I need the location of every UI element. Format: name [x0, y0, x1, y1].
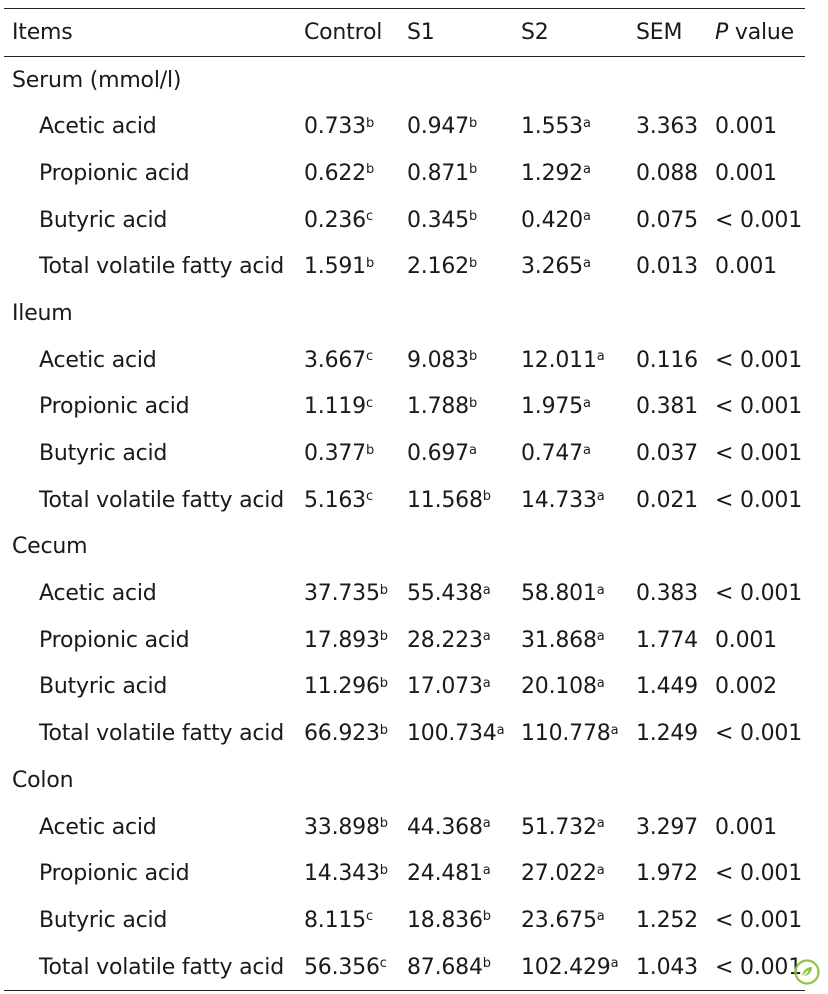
- s1-value: 17.073 $^a$: [407, 674, 491, 700]
- s2-value: 27.022 $^a$: [521, 861, 605, 887]
- p-value: < 0.001: [715, 954, 803, 980]
- sem-value: 0.013: [636, 254, 698, 280]
- s2-value: 110.778 $^a$: [521, 721, 619, 747]
- s1-number: 17.073: [407, 674, 483, 700]
- sem-value: 0.037: [636, 441, 698, 467]
- control-value: 5.163 $^c$: [304, 487, 373, 513]
- header-p-value: [715, 9, 794, 56]
- s2-value: 58.801 $^a$: [521, 581, 605, 607]
- s1-number: 55.438: [407, 581, 483, 607]
- header-sem: SEM: [636, 19, 683, 45]
- control-value: 56.356 $^c$: [304, 954, 387, 980]
- p-value: 0.001: [715, 114, 777, 140]
- control-value: 3.667 $^c$: [304, 347, 373, 373]
- p-value: < 0.001: [715, 721, 803, 747]
- control-number: 8.115: [304, 907, 366, 933]
- s2-number: 0.420: [521, 207, 583, 233]
- s2-number: 58.801: [521, 581, 597, 607]
- p-value: 0.002: [715, 674, 777, 700]
- control-value: 0.733 $^b$: [304, 114, 375, 140]
- s1-value: 11.568 $^b$: [407, 487, 491, 513]
- sem-value: 0.088: [636, 160, 698, 186]
- section-title: Colon: [12, 767, 74, 793]
- control-number: 14.343: [304, 861, 380, 887]
- control-number: 1.119: [304, 394, 366, 420]
- control-value: 14.343 $^b$: [304, 861, 388, 887]
- s1-number: 0.697: [407, 441, 469, 467]
- p-value: < 0.001: [715, 441, 803, 467]
- control-value: 37.735 $^b$: [304, 581, 388, 607]
- control-number: 0.733: [304, 114, 366, 140]
- item-name: Total volatile fatty acid: [39, 487, 284, 513]
- sem-value: 0.116: [636, 347, 698, 373]
- control-number: 5.163: [304, 487, 366, 513]
- s1-number: 2.162: [407, 254, 469, 280]
- table-row: [4, 944, 805, 991]
- p-value: < 0.001: [715, 907, 803, 933]
- s2-value: 20.108 $^a$: [521, 674, 605, 700]
- s1-value: 100.734 $^a$: [407, 721, 505, 747]
- section-title: Serum (mmol/l): [12, 67, 182, 93]
- item-name: Butyric acid: [39, 674, 168, 700]
- item-name: Acetic acid: [39, 347, 157, 373]
- header-control: Control: [304, 19, 383, 45]
- item-name: Butyric acid: [39, 907, 168, 933]
- s1-value: 0.947 $^b$: [407, 114, 478, 140]
- control-number: 3.667: [304, 347, 366, 373]
- table-row: [4, 337, 805, 384]
- table-row: [4, 477, 805, 524]
- s1-value: 9.083 $^b$: [407, 347, 478, 373]
- table-row: [4, 897, 805, 944]
- sem-value: 1.043: [636, 954, 698, 980]
- control-number: 17.893: [304, 627, 380, 653]
- item-name: Propionic acid: [39, 627, 190, 653]
- table-row: [4, 710, 805, 757]
- table-row: [4, 664, 805, 711]
- section-row: [4, 57, 805, 104]
- p-value: < 0.001: [715, 347, 803, 373]
- control-value: 1.591 $^b$: [304, 254, 375, 280]
- s1-number: 87.684: [407, 954, 483, 980]
- s2-value: 51.732 $^a$: [521, 814, 605, 840]
- s2-value: 31.868 $^a$: [521, 627, 605, 653]
- sem-value: 1.249: [636, 721, 698, 747]
- control-value: 0.236 $^c$: [304, 207, 373, 233]
- header-s2: S2: [521, 19, 549, 45]
- item-name: Butyric acid: [39, 441, 168, 467]
- s1-value: 0.345 $^b$: [407, 207, 478, 233]
- section-title: Cecum: [12, 534, 88, 560]
- control-value: 33.898 $^b$: [304, 814, 388, 840]
- s2-value: 14.733 $^a$: [521, 487, 605, 513]
- table-row: [4, 103, 805, 150]
- s1-value: 87.684 $^b$: [407, 954, 491, 980]
- table-row: [4, 850, 805, 897]
- item-name: Acetic acid: [39, 114, 157, 140]
- s1-number: 28.223: [407, 627, 483, 653]
- table-header-row: [4, 9, 805, 57]
- s1-number: 0.947: [407, 114, 469, 140]
- item-name: Acetic acid: [39, 814, 157, 840]
- s1-number: 9.083: [407, 347, 469, 373]
- s2-value: 12.011 $^a$: [521, 347, 605, 373]
- table-row: [4, 243, 805, 290]
- sem-value: 0.381: [636, 394, 698, 420]
- s1-number: 1.788: [407, 394, 469, 420]
- p-value: < 0.001: [715, 207, 803, 233]
- sem-value: 3.363: [636, 114, 698, 140]
- item-name: Total volatile fatty acid: [39, 254, 284, 280]
- s1-value: 44.368 $^a$: [407, 814, 491, 840]
- s2-value: 102.429 $^a$: [521, 954, 619, 980]
- s2-number: 27.022: [521, 861, 597, 887]
- control-number: 56.356: [304, 954, 380, 980]
- s2-number: 1.553: [521, 114, 583, 140]
- s2-value: 0.747 $^a$: [521, 441, 591, 467]
- control-value: 11.296 $^b$: [304, 674, 388, 700]
- control-number: 11.296: [304, 674, 380, 700]
- item-name: Butyric acid: [39, 207, 168, 233]
- control-number: 37.735: [304, 581, 380, 607]
- control-number: 0.622: [304, 160, 366, 186]
- s1-value: 2.162 $^b$: [407, 254, 478, 280]
- header-p-suffix: value: [728, 19, 794, 45]
- p-value: < 0.001: [715, 861, 803, 887]
- control-number: 1.591: [304, 254, 366, 280]
- s1-value: 28.223 $^a$: [407, 627, 491, 653]
- s1-number: 24.481: [407, 861, 483, 887]
- section-row: [4, 290, 805, 337]
- s2-number: 3.265: [521, 254, 583, 280]
- p-value: < 0.001: [715, 581, 803, 607]
- control-number: 0.377: [304, 441, 366, 467]
- control-value: 66.923 $^b$: [304, 721, 388, 747]
- sem-value: 0.383: [636, 581, 698, 607]
- p-value: 0.001: [715, 627, 777, 653]
- sem-value: 0.021: [636, 487, 698, 513]
- item-name: Total volatile fatty acid: [39, 721, 284, 747]
- table-row: [4, 570, 805, 617]
- s2-number: 1.975: [521, 394, 583, 420]
- s1-value: 0.697 $^a$: [407, 441, 477, 467]
- section-row: [4, 757, 805, 804]
- p-value: 0.001: [715, 814, 777, 840]
- table-body: [4, 57, 805, 991]
- s1-value: 24.481 $^a$: [407, 861, 491, 887]
- data-table: [4, 8, 805, 991]
- p-value: < 0.001: [715, 487, 803, 513]
- s1-number: 44.368: [407, 814, 483, 840]
- s2-number: 14.733: [521, 487, 597, 513]
- sem-value: 1.972: [636, 861, 698, 887]
- item-name: Propionic acid: [39, 394, 190, 420]
- table-row: [4, 430, 805, 477]
- s2-number: 51.732: [521, 814, 597, 840]
- header-s1: S1: [407, 19, 435, 45]
- s1-number: 100.734: [407, 721, 497, 747]
- p-value: 0.001: [715, 160, 777, 186]
- control-number: 66.923: [304, 721, 380, 747]
- item-name: Total volatile fatty acid: [39, 954, 284, 980]
- s2-number: 1.292: [521, 160, 583, 186]
- control-value: 1.119 $^c$: [304, 394, 373, 420]
- s2-number: 110.778: [521, 721, 611, 747]
- sem-value: 1.449: [636, 674, 698, 700]
- s2-value: 1.975 $^a$: [521, 394, 591, 420]
- item-name: Acetic acid: [39, 581, 157, 607]
- s2-number: 0.747: [521, 441, 583, 467]
- control-number: 0.236: [304, 207, 366, 233]
- p-value: < 0.001: [715, 394, 803, 420]
- s2-value: 23.675 $^a$: [521, 907, 605, 933]
- s2-value: 3.265 $^a$: [521, 254, 591, 280]
- sem-value: 0.075: [636, 207, 698, 233]
- s2-value: 1.553 $^a$: [521, 114, 591, 140]
- s1-value: 18.836 $^b$: [407, 907, 491, 933]
- s1-number: 0.871: [407, 160, 469, 186]
- control-number: 33.898: [304, 814, 380, 840]
- control-value: 17.893 $^b$: [304, 627, 388, 653]
- item-name: Propionic acid: [39, 160, 190, 186]
- s1-number: 18.836: [407, 907, 483, 933]
- s1-number: 11.568: [407, 487, 483, 513]
- header-items: Items: [12, 19, 73, 45]
- control-value: 0.622 $^b$: [304, 160, 375, 186]
- s2-value: 0.420 $^a$: [521, 207, 591, 233]
- table-row: [4, 804, 805, 851]
- table-row: [4, 197, 805, 244]
- header-p-letter: P: [715, 19, 729, 45]
- table-row: [4, 617, 805, 664]
- s1-value: 1.788 $^b$: [407, 394, 478, 420]
- s1-value: 0.871 $^b$: [407, 160, 478, 186]
- item-name: Propionic acid: [39, 861, 190, 887]
- s2-number: 23.675: [521, 907, 597, 933]
- table-row: [4, 384, 805, 431]
- p-value: 0.001: [715, 254, 777, 280]
- s2-number: 12.011: [521, 347, 597, 373]
- s2-number: 20.108: [521, 674, 597, 700]
- sem-value: 1.252: [636, 907, 698, 933]
- s2-number: 102.429: [521, 954, 611, 980]
- sem-value: 1.774: [636, 627, 698, 653]
- s2-number: 31.868: [521, 627, 597, 653]
- s1-value: 55.438 $^a$: [407, 581, 491, 607]
- section-row: [4, 524, 805, 571]
- section-title: Ileum: [12, 300, 73, 326]
- publisher-logo-icon: [794, 959, 820, 985]
- s2-value: 1.292 $^a$: [521, 160, 591, 186]
- s1-number: 0.345: [407, 207, 469, 233]
- sem-value: 3.297: [636, 814, 698, 840]
- control-value: 0.377 $^b$: [304, 441, 375, 467]
- control-value: 8.115 $^c$: [304, 907, 373, 933]
- table-row: [4, 150, 805, 197]
